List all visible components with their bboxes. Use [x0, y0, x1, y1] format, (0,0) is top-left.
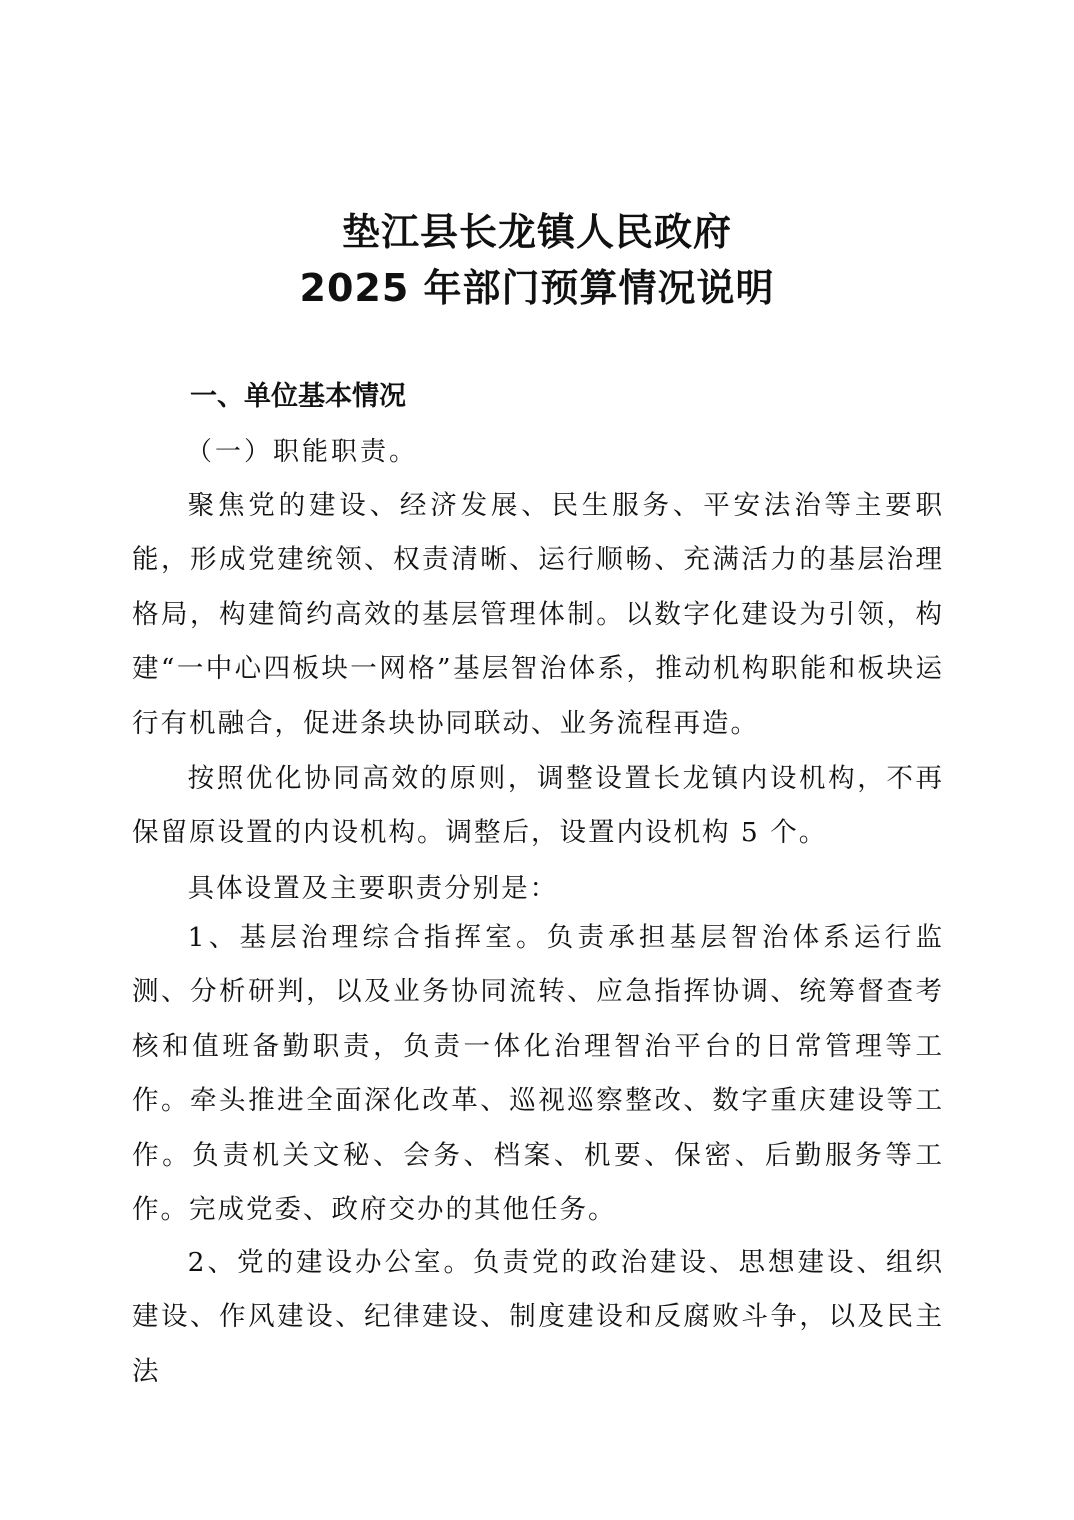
paragraph-adjustment: 按照优化协同高效的原则，调整设置长龙镇内设机构，不再保留原设置的内设机构。调整后，设置内设机构 5 个。 — [132, 763, 944, 849]
paragraph-item-2: 2、党的建设办公室。负责党的政治建设、思想建设、组织建设、作风建设、纪律建设、制度建设和反腐败斗争，以及民主法 — [132, 1247, 944, 1387]
document-title-line2: 2025 年部门预算情况说明 — [299, 266, 775, 310]
section-heading: 一、单位基本情况 — [190, 381, 406, 412]
document-title-line1: 垫江县长龙镇人民政府 — [341, 210, 732, 254]
paragraph-intro: 具体设置及主要职责分别是： — [187, 873, 559, 904]
paragraph-functions: 聚焦党的建设、经济发展、民生服务、平安法治等主要职能，形成党建统领、权责清晰、运行顺畅、充满活力的基层治理格局，构建简约高效的基层管理体制。以数字化建设为引领，构建“一中心四板块一网格”基层智治体系，推动机构职能和板块运行有机融合，促进条块协同联动、业务流程再造。 — [132, 490, 944, 739]
paragraph-item-1: 1、基层治理综合指挥室。负责承担基层智治体系运行监测、分析研判，以及业务协同流转、应急指挥协调、统筹督查考核和值班备勤职责，负责一体化治理智治平台的日常管理等工作。牵头推进全面深化改革、巡视巡察整改、数字重庆建设等工作。负责机关文秘、会务、档案、机要、保密、后勤服务等工作。完成党委、政府交办的其他任务。 — [132, 922, 944, 1226]
subsection-heading: （一）职能职责。 — [186, 437, 419, 467]
